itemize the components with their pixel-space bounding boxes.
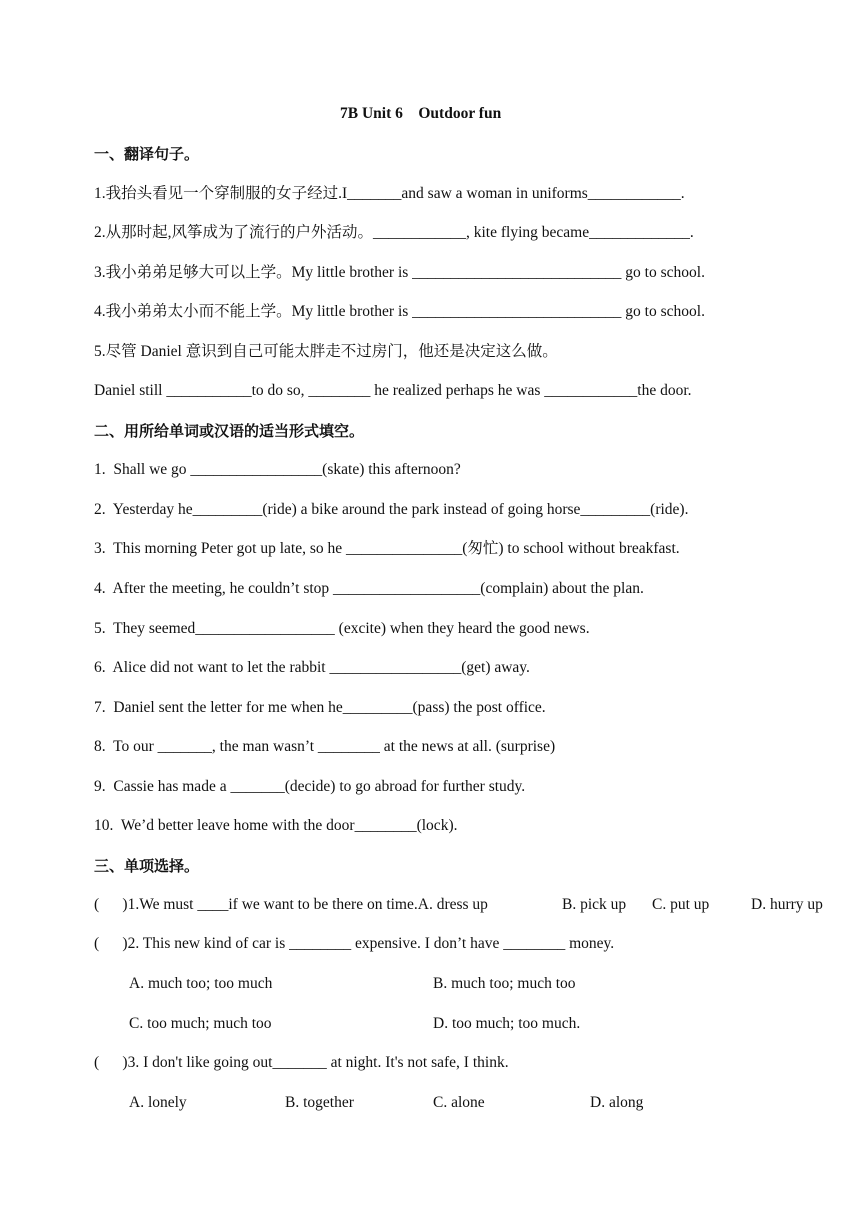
question-1-option-b: B. pick up	[562, 896, 627, 913]
question-3-option-c: C. alone	[433, 1094, 485, 1111]
section1-item-2: 2.从那时起,风筝成为了流行的户外活动。____________, kite flying became_____________.	[94, 224, 694, 241]
question-1-stem: ( )1.We must ____if we want to be there on time.A. dress up	[94, 896, 488, 913]
section2-item-8: 8. To our _______, the man wasn’t ________ at the news at all. (surprise)	[94, 738, 556, 755]
question-3-option-a: A. lonely	[129, 1094, 187, 1111]
section3-heading: 三、单项选择。	[94, 857, 200, 875]
section2-item-6: 6. Alice did not want to let the rabbit _________________(get) away.	[94, 659, 530, 676]
page-title: 7B Unit 6 Outdoor fun	[340, 105, 502, 122]
question-1-option-c: C. put up	[652, 896, 710, 913]
question-2-option-b: B. much too; much too	[433, 975, 576, 992]
section2-item-9: 9. Cassie has made a _______(decide) to go abroad for further study.	[94, 778, 526, 795]
section2-item-2: 2. Yesterday he_________(ride) a bike around the park instead of going horse_________(ride).	[94, 501, 689, 518]
question-3-option-b: B. together	[285, 1094, 354, 1111]
section1-item-3: 3.我小弟弟足够大可以上学。My little brother is ___________________________ go to school.	[94, 264, 705, 281]
section1-item-5: 5.尽管 Daniel 意识到自己可能太胖走不过房门，他还是决定这么做。	[94, 343, 558, 360]
section2-item-1: 1. Shall we go _________________(skate) this afternoon?	[94, 461, 461, 478]
question-1-option-d: D. hurry up	[751, 896, 823, 913]
section2-item-10: 10. We’d better leave home with the door________(lock).	[94, 817, 458, 834]
question-3-option-d: D. along	[590, 1094, 644, 1111]
section1-item-4: 4.我小弟弟太小而不能上学。My little brother is ___________________________ go to school.	[94, 303, 705, 320]
question-2-option-c: C. too much; much too	[129, 1015, 272, 1032]
question-2-option-d: D. too much; too much.	[433, 1015, 581, 1032]
section1-item-5-english: Daniel still ___________to do so, ________ he realized perhaps he was ____________the door.	[94, 382, 692, 399]
question-3-stem: ( )3. I don't like going out_______ at night. It's not safe, I think.	[94, 1054, 509, 1071]
section1-heading: 一、翻译句子。	[94, 145, 200, 163]
section1-item-1: 1.我抬头看见一个穿制服的女子经过.I_______and saw a woman in uniforms____________.	[94, 185, 685, 202]
question-2-option-a: A. much too; too much	[129, 975, 273, 992]
section2-item-4: 4. After the meeting, he couldn’t stop ___________________(complain) about the plan.	[94, 580, 644, 597]
section2-item-3: 3. This morning Peter got up late, so he _______________(匆忙) to school without breakfast.	[94, 540, 680, 557]
section2-item-5: 5. They seemed__________________ (excite) when they heard the good news.	[94, 620, 590, 637]
question-2-stem: ( )2. This new kind of car is ________ expensive. I don’t have ________ money.	[94, 935, 615, 952]
section2-item-7: 7. Daniel sent the letter for me when he_________(pass) the post office.	[94, 699, 546, 716]
section2-heading: 二、用所给单词或汉语的适当形式填空。	[94, 422, 365, 440]
